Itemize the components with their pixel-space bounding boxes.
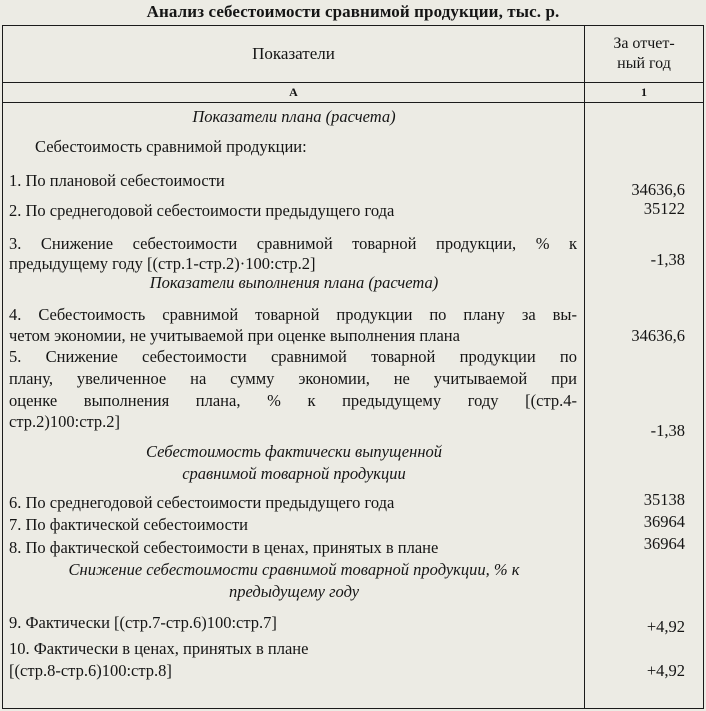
cost-analysis-table <box>2 25 704 709</box>
row-3-label-line1: 3. Снижение себестоимости сравнимой товарной продукции, % к <box>9 234 577 253</box>
row-7-label: 7. По фактической себестоимости <box>9 515 249 534</box>
values-column <box>585 103 704 709</box>
column-number-row <box>3 83 704 103</box>
row-1-value: 34636,6 <box>631 180 685 199</box>
header-year-line1: За отчет- <box>613 35 675 52</box>
row-4-label-line2: четом экономии, не учитываемой при оценке выполнения плана <box>9 326 460 345</box>
body-row <box>3 103 704 709</box>
row-3-value: -1,38 <box>650 250 685 269</box>
row-4-label-line1: 4. Себестоимость сравнимой товарной продукции по плану за вы- <box>9 305 577 324</box>
header-indicators: Показатели <box>3 26 585 83</box>
row-5-label-line2: плану, увеличенное на сумму экономии, не учитываемой при <box>9 369 577 388</box>
row-9-value: +4,92 <box>646 617 685 636</box>
section-reduction-line2: предыдущему году <box>228 582 360 601</box>
row-7-value: 36964 <box>643 512 685 531</box>
row-8-value: 36964 <box>643 534 685 553</box>
row-6-label: 6. По среднегодовой себестоимости предыдущего года <box>9 493 395 512</box>
section-plan: Показатели плана (расчета) <box>192 107 396 126</box>
section-actual-line1: Себестоимость фактически выпущенной <box>145 442 443 461</box>
row-2-label: 2. По среднегодовой себестоимости предыдущего года <box>9 201 395 220</box>
row-5-label-line3: оценке выполнения плана, % к предыдущему году [(стр.4- <box>9 391 577 410</box>
header-reporting-year <box>585 26 704 83</box>
row-9-label: 9. Фактически [(стр.7-стр.6)100:стр.7] <box>9 613 277 632</box>
table-title: Анализ себестоимости сравнимой продукции, тыс. р. <box>146 2 560 21</box>
column-number-1: 1 <box>585 83 704 103</box>
row-10-label-line1: 10. Фактически в ценах, принятых в плане <box>9 639 309 658</box>
header-year-line2: ный год <box>617 55 671 72</box>
row-5-label-line4: стр.2)100:стр.2] <box>9 412 121 431</box>
row-5-value: -1,38 <box>650 421 685 440</box>
section-plan-exec: Показатели выполнения плана (расчета) <box>149 273 439 292</box>
row-10-label-line2: [(стр.8-стр.6)100:стр.8] <box>9 661 172 680</box>
section-reduction-line1: Снижение себестоимости сравнимой товарной продукции, % к <box>68 560 520 579</box>
row-5-label-line1: 5. Снижение себестоимости сравнимой товарной продукции по <box>9 347 577 366</box>
row-4-value: 34636,6 <box>631 326 685 345</box>
header-row <box>3 26 704 83</box>
indicators-column <box>3 103 585 709</box>
row-8-label: 8. По фактической себестоимости в ценах, принятых в плане <box>9 538 439 557</box>
row-1-label: 1. По плановой себестоимости <box>9 171 225 190</box>
row-2-value: 35122 <box>643 199 685 218</box>
row-3-label-line2: предыдущему году [(стр.1-стр.2)·100:стр.2] <box>9 254 316 273</box>
column-number-a: А <box>3 83 585 103</box>
section-actual-line2: сравнимой товарной продукции <box>182 464 406 483</box>
row-6-value: 35138 <box>643 490 685 509</box>
row-10-value: +4,92 <box>646 661 685 680</box>
section-comparable: Себестоимость сравнимой продукции: <box>35 137 307 156</box>
